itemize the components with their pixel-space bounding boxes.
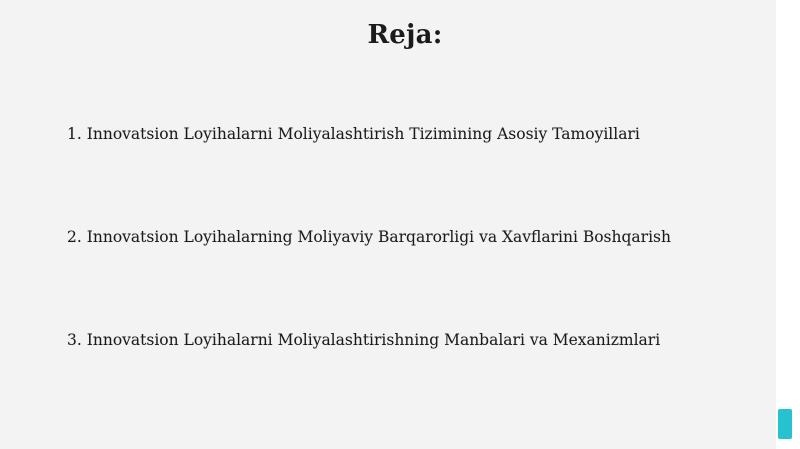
slide-title: Reja: bbox=[367, 20, 443, 50]
vertical-scrollbar[interactable] bbox=[776, 0, 800, 449]
plan-item-text: Innovatsion Loyihalarning Moliyaviy Barqarorligi va Xavflarini Boshqarish bbox=[86, 228, 671, 246]
plan-item-number: 2. bbox=[67, 228, 82, 246]
plan-item-text: Innovatsion Loyihalarni Moliyalashtirish Tizimining Asosiy Tamoyillari bbox=[86, 125, 640, 143]
plan-item-number: 3. bbox=[67, 331, 82, 349]
plan-item-1 bbox=[67, 124, 640, 144]
plan-item-3 bbox=[67, 330, 660, 350]
scrollbar-thumb[interactable] bbox=[778, 409, 792, 439]
plan-item-2 bbox=[67, 227, 671, 247]
plan-item-text: Innovatsion Loyihalarni Moliyalashtirishning Manbalari va Mexanizmlari bbox=[86, 331, 661, 349]
plan-item-number: 1. bbox=[67, 125, 82, 143]
